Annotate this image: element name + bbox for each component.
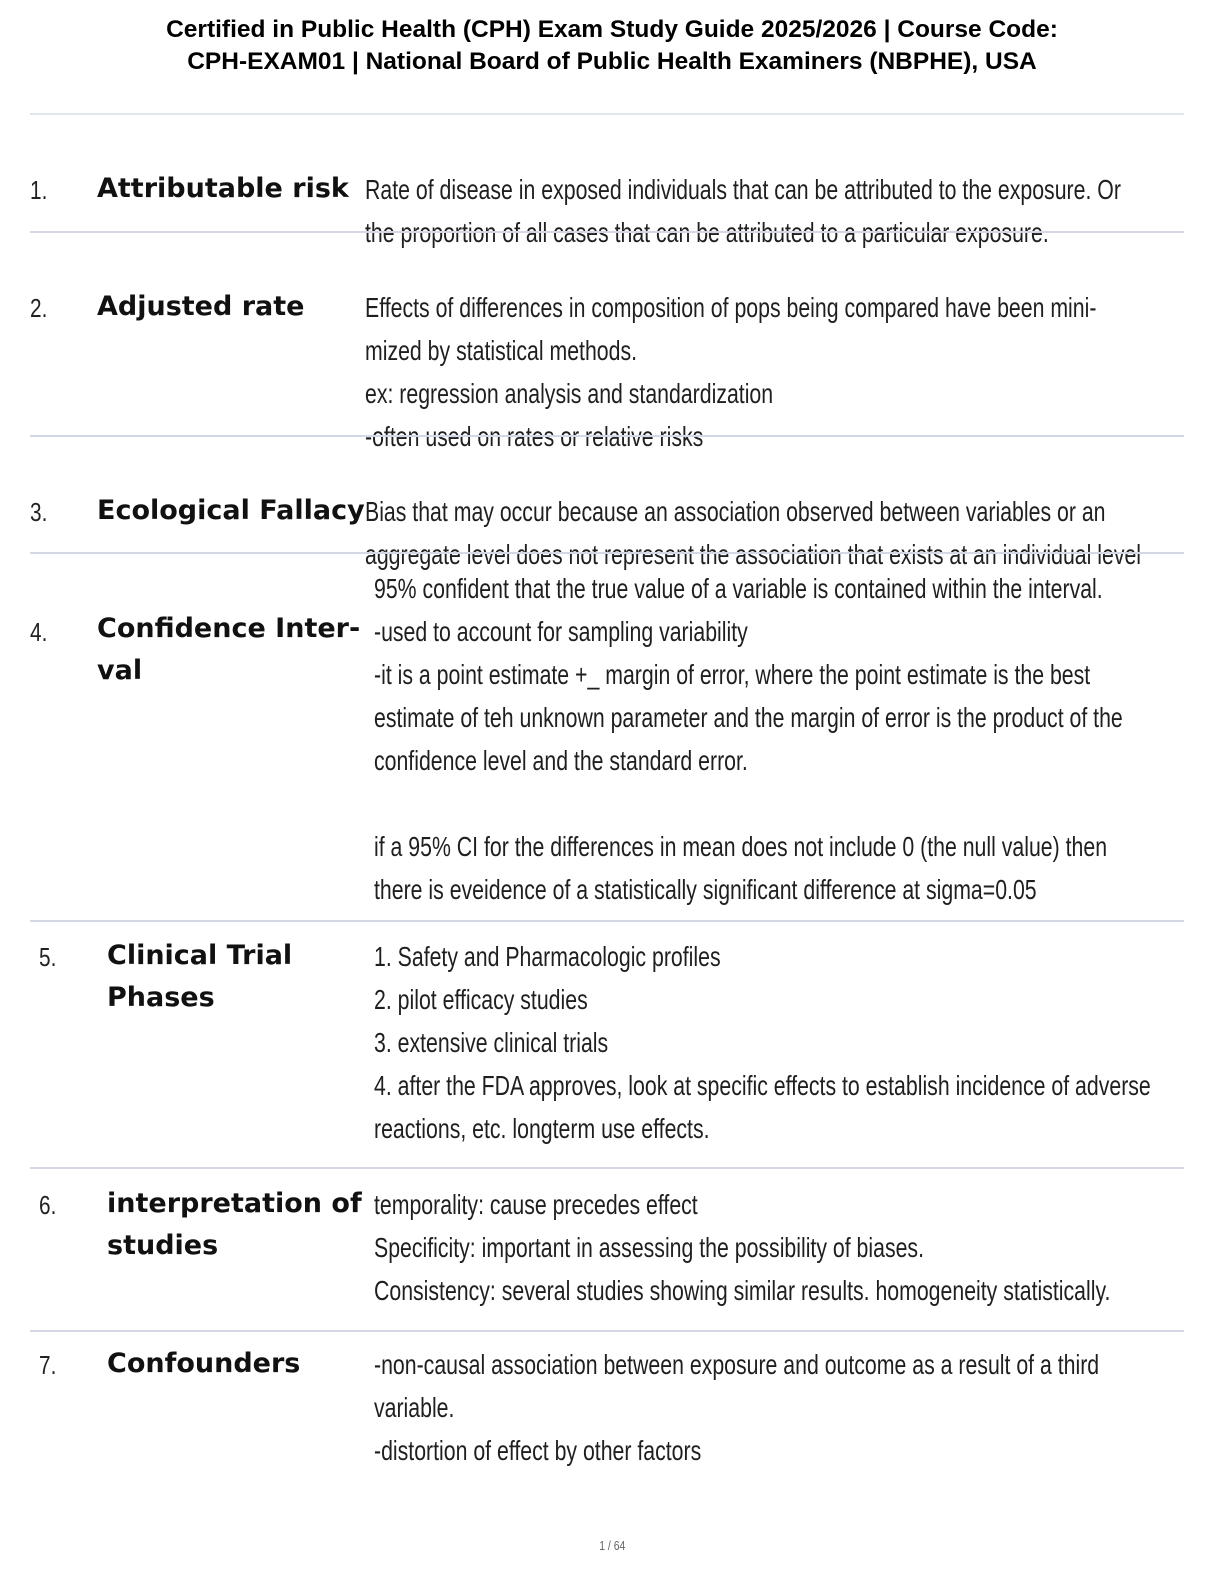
entry-definition-line: confidence level and the standard error. — [374, 745, 748, 776]
entry-definition — [365, 168, 1163, 254]
entry-definition-line: Consistency: several studies showing similar results. homogeneity statistically. — [374, 1275, 1111, 1306]
entry-term — [97, 490, 367, 532]
entry-divider — [30, 552, 1184, 554]
entry-definition-line: -non-causal association between exposure and outcome as a result of a third — [374, 1349, 1100, 1380]
document-title-line-1: Certified in Public Health (CPH) Exam Study Guide 2025/2026 | Course Code: — [166, 16, 1058, 43]
entry-number: 6. — [39, 1190, 57, 1220]
entry-term-line: studies — [107, 1230, 219, 1261]
entry-term — [97, 608, 367, 692]
entry-number: 7. — [39, 1350, 57, 1380]
entry-definition-line: -it is a point estimate +_ margin of error, where the point estimate is the best — [374, 659, 1091, 690]
entry-definition-line: 1. Safety and Pharmacologic profiles — [374, 941, 721, 972]
entry-definition-line: mized by statistical methods. — [365, 335, 638, 366]
entry-definition — [365, 490, 1163, 576]
entry-definition — [374, 1343, 1172, 1472]
entry-definition-line: temporality: cause precedes effect — [374, 1189, 698, 1220]
entry-term-line: Phases — [107, 982, 215, 1013]
entry-definition-line: variable. — [374, 1392, 455, 1423]
entry-term — [97, 168, 367, 210]
entry-definition-line: 4. after the FDA approves, look at specific effects to establish incidence of adverse — [374, 1070, 1151, 1101]
entry-definition-line: Specificity: important in assessing the possibility of biases. — [374, 1232, 924, 1263]
entry-term — [97, 286, 367, 328]
header-divider — [30, 113, 1184, 115]
entry-term — [107, 1343, 377, 1385]
entry-definition-line: ex: regression analysis and standardization — [365, 378, 774, 409]
entry-definition-line: Effects of differences in composition of pops being compared have been mini- — [365, 292, 1097, 323]
entry-term-line: Clinical Trial — [107, 940, 293, 971]
entry-divider — [30, 231, 1184, 233]
entry-definition-line: 2. pilot efficacy studies — [374, 984, 588, 1015]
entry-definition-line: if a 95% CI for the differences in mean does not include 0 (the null value) then — [374, 831, 1108, 862]
entry-definition-line: Rate of disease in exposed individuals that can be attributed to the exposure. Or — [365, 174, 1121, 205]
entry-definition-line: aggregate level does not represent the association that exists at an individual level — [365, 539, 1142, 570]
entry-divider — [30, 920, 1184, 922]
document-title — [40, 14, 1184, 78]
entry-term-line: Attributable risk — [97, 173, 349, 204]
entry-number: 3. — [30, 497, 48, 527]
entry-definition — [374, 935, 1172, 1150]
entry-term-line: Adjusted rate — [97, 291, 305, 322]
entry-definition-line: there is eveidence of a statistically significant difference at sigma=0.05 — [374, 874, 1037, 905]
entry-term — [107, 935, 377, 1019]
entry-number: 5. — [39, 942, 57, 972]
entry-number: 1. — [30, 175, 48, 205]
entry-definition-line: the proportion of all cases that can be attributed to a particular exposure. — [365, 217, 1049, 248]
entry-definition-line: reactions, etc. longterm use effects. — [374, 1113, 710, 1144]
entry-definition — [365, 286, 1163, 458]
entry-definition-line — [374, 782, 1172, 825]
entry-term-line: val — [97, 655, 143, 686]
entry-term-line: interpretation of — [107, 1188, 362, 1219]
entry-definition-line: -distortion of effect by other factors — [374, 1435, 702, 1466]
entry-term — [107, 1183, 377, 1267]
entry-definition-line: -used to account for sampling variability — [374, 616, 748, 647]
document-title-line-2: CPH-EXAM01 | National Board of Public Health Examiners (NBPHE), USA — [187, 48, 1037, 75]
page-indicator-text: 1 / 64 — [598, 1538, 626, 1553]
entry-definition — [374, 1183, 1172, 1312]
entry-divider — [30, 435, 1184, 437]
entry-number: 4. — [30, 617, 48, 647]
entry-term-line: Confidence Inter- — [97, 613, 361, 644]
entry-definition-line: 95% confident that the true value of a variable is contained within the interval. — [374, 573, 1103, 604]
entry-definition-line: 3. extensive clinical trials — [374, 1027, 609, 1058]
entry-divider — [30, 1330, 1184, 1332]
entry-number: 2. — [30, 293, 48, 323]
entry-term-line: Confounders — [107, 1348, 301, 1379]
entry-definition — [374, 567, 1172, 911]
page-indicator — [0, 1538, 1224, 1553]
entry-definition-line: estimate of teh unknown parameter and the margin of error is the product of the — [374, 702, 1123, 733]
entry-term-line: Ecological Fallacy — [97, 495, 365, 526]
entry-definition-line: -often used on rates or relative risks — [365, 421, 704, 452]
entry-definition-line: Bias that may occur because an association observed between variables or an — [365, 496, 1106, 527]
entry-divider — [30, 1167, 1184, 1169]
